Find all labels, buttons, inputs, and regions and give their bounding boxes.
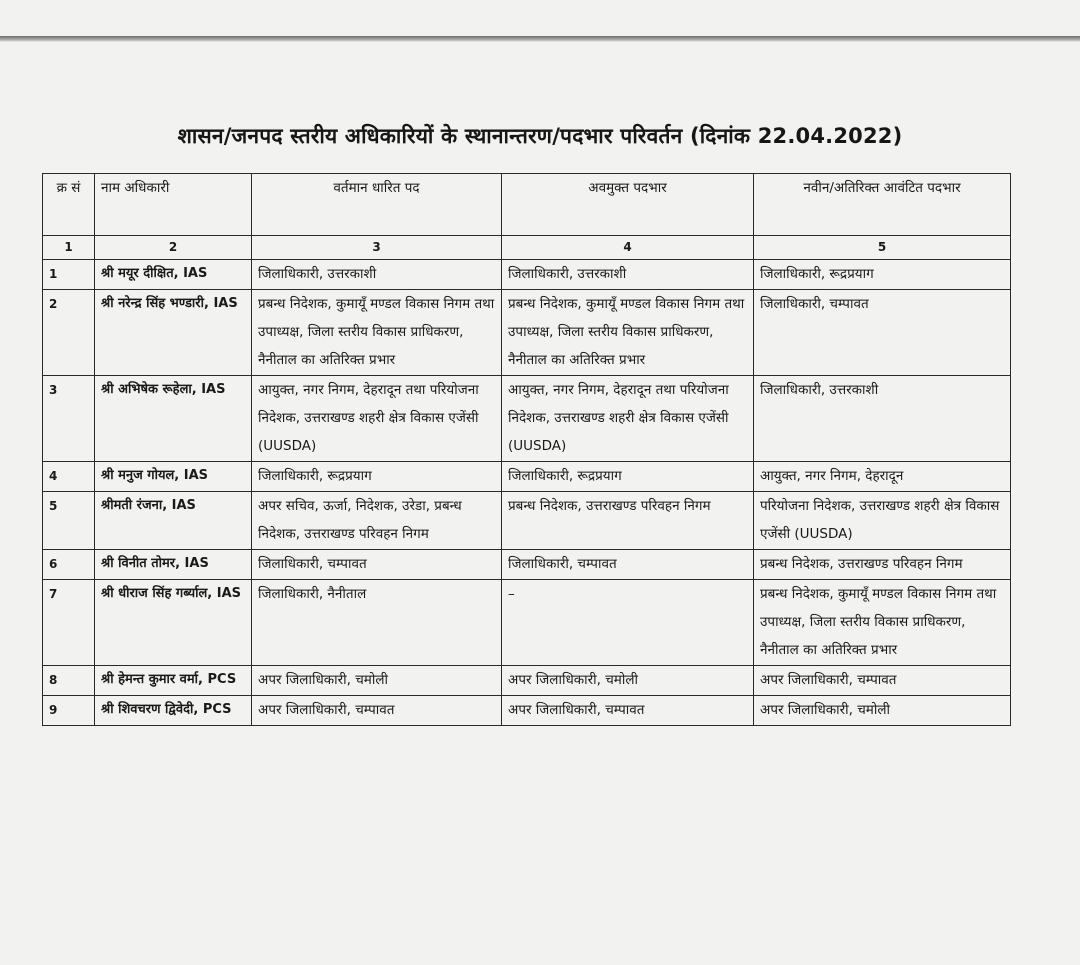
relieved-charge-cell: अपर जिलाधिकारी, चमोली — [502, 666, 754, 696]
new-charge-cell: परियोजना निदेशक, उत्तराखण्ड शहरी क्षेत्र विकास एजेंसी (UUSDA) — [754, 492, 1011, 550]
table-row — [43, 696, 1011, 726]
relieved-charge-cell: जिलाधिकारी, चम्पावत — [502, 550, 754, 580]
header-serial: क्र सं — [43, 174, 95, 236]
transfer-table — [42, 173, 1011, 726]
column-number: 3 — [252, 236, 502, 260]
serial-number-cell: 2 — [43, 290, 95, 376]
officer-name-cell: श्री धीराज सिंह गर्ब्याल, IAS — [95, 580, 252, 666]
page-top-edge — [0, 36, 1080, 42]
serial-number-cell: 7 — [43, 580, 95, 666]
table-row — [43, 290, 1011, 376]
table-row — [43, 376, 1011, 462]
serial-number-cell: 4 — [43, 462, 95, 492]
new-charge-cell: अपर जिलाधिकारी, चमोली — [754, 696, 1011, 726]
relieved-charge-cell: जिलाधिकारी, उत्तरकाशी — [502, 260, 754, 290]
current-post-cell: अपर जिलाधिकारी, चमोली — [252, 666, 502, 696]
current-post-cell: जिलाधिकारी, नैनीताल — [252, 580, 502, 666]
table-row — [43, 492, 1011, 550]
table-row — [43, 462, 1011, 492]
officer-name-cell: श्रीमती रंजना, IAS — [95, 492, 252, 550]
new-charge-cell: आयुक्त, नगर निगम, देहरादून — [754, 462, 1011, 492]
relieved-charge-cell: – — [502, 580, 754, 666]
current-post-cell: आयुक्त, नगर निगम, देहरादून तथा परियोजना निदेशक, उत्तराखण्ड शहरी क्षेत्र विकास एजेंसी (UUSDA) — [252, 376, 502, 462]
column-number: 4 — [502, 236, 754, 260]
column-number: 5 — [754, 236, 1011, 260]
column-number: 2 — [95, 236, 252, 260]
officer-name-cell: श्री हेमन्त कुमार वर्मा, PCS — [95, 666, 252, 696]
new-charge-cell: प्रबन्ध निदेशक, कुमायूँ मण्डल विकास निगम तथा उपाध्यक्ष, जिला स्तरीय विकास प्राधिकरण, नैनीताल का अतिरिक्त प्रभार — [754, 580, 1011, 666]
table-header-row — [43, 174, 1011, 236]
header-current-post: वर्तमान धारित पद — [252, 174, 502, 236]
current-post-cell: जिलाधिकारी, चम्पावत — [252, 550, 502, 580]
officer-name-cell: श्री मनुज गोयल, IAS — [95, 462, 252, 492]
new-charge-cell: जिलाधिकारी, चम्पावत — [754, 290, 1011, 376]
document-title: शासन/जनपद स्तरीय अधिकारियों के स्थानान्तरण/पदभार परिवर्तन (दिनांक 22.04.2022) — [177, 124, 903, 149]
relieved-charge-cell: अपर जिलाधिकारी, चम्पावत — [502, 696, 754, 726]
new-charge-cell: प्रबन्ध निदेशक, उत्तराखण्ड परिवहन निगम — [754, 550, 1011, 580]
officer-name-cell: श्री शिवचरण द्विवेदी, PCS — [95, 696, 252, 726]
column-number: 1 — [43, 236, 95, 260]
column-number-row — [43, 236, 1011, 260]
current-post-cell: अपर सचिव, ऊर्जा, निदेशक, उरेडा, प्रबन्ध निदेशक, उत्तराखण्ड परिवहन निगम — [252, 492, 502, 550]
serial-number-cell: 6 — [43, 550, 95, 580]
current-post-cell: अपर जिलाधिकारी, चम्पावत — [252, 696, 502, 726]
table-row — [43, 666, 1011, 696]
serial-number-cell: 9 — [43, 696, 95, 726]
officer-name-cell: श्री मयूर दीक्षित, IAS — [95, 260, 252, 290]
officer-name-cell: श्री अभिषेक रूहेला, IAS — [95, 376, 252, 462]
table-row — [43, 550, 1011, 580]
header-new-charge: नवीन/अतिरिक्त आवंटित पदभार — [754, 174, 1011, 236]
new-charge-cell: जिलाधिकारी, उत्तरकाशी — [754, 376, 1011, 462]
relieved-charge-cell: जिलाधिकारी, रूद्रप्रयाग — [502, 462, 754, 492]
relieved-charge-cell: आयुक्त, नगर निगम, देहरादून तथा परियोजना निदेशक, उत्तराखण्ड शहरी क्षेत्र विकास एजेंसी (UUSDA) — [502, 376, 754, 462]
serial-number-cell: 5 — [43, 492, 95, 550]
table-row — [43, 580, 1011, 666]
new-charge-cell: अपर जिलाधिकारी, चम्पावत — [754, 666, 1011, 696]
relieved-charge-cell: प्रबन्ध निदेशक, कुमायूँ मण्डल विकास निगम तथा उपाध्यक्ष, जिला स्तरीय विकास प्राधिकरण, नैनीताल का अतिरिक्त प्रभार — [502, 290, 754, 376]
header-officer-name: नाम अधिकारी — [95, 174, 252, 236]
current-post-cell: जिलाधिकारी, रूद्रप्रयाग — [252, 462, 502, 492]
table-row — [43, 260, 1011, 290]
header-relieved-charge: अवमुक्त पदभार — [502, 174, 754, 236]
serial-number-cell: 3 — [43, 376, 95, 462]
serial-number-cell: 1 — [43, 260, 95, 290]
relieved-charge-cell: प्रबन्ध निदेशक, उत्तराखण्ड परिवहन निगम — [502, 492, 754, 550]
new-charge-cell: जिलाधिकारी, रूद्रप्रयाग — [754, 260, 1011, 290]
serial-number-cell: 8 — [43, 666, 95, 696]
officer-name-cell: श्री विनीत तोमर, IAS — [95, 550, 252, 580]
current-post-cell: जिलाधिकारी, उत्तरकाशी — [252, 260, 502, 290]
current-post-cell: प्रबन्ध निदेशक, कुमायूँ मण्डल विकास निगम तथा उपाध्यक्ष, जिला स्तरीय विकास प्राधिकरण, नैनीताल का अतिरिक्त प्रभार — [252, 290, 502, 376]
officer-name-cell: श्री नरेन्द्र सिंह भण्डारी, IAS — [95, 290, 252, 376]
